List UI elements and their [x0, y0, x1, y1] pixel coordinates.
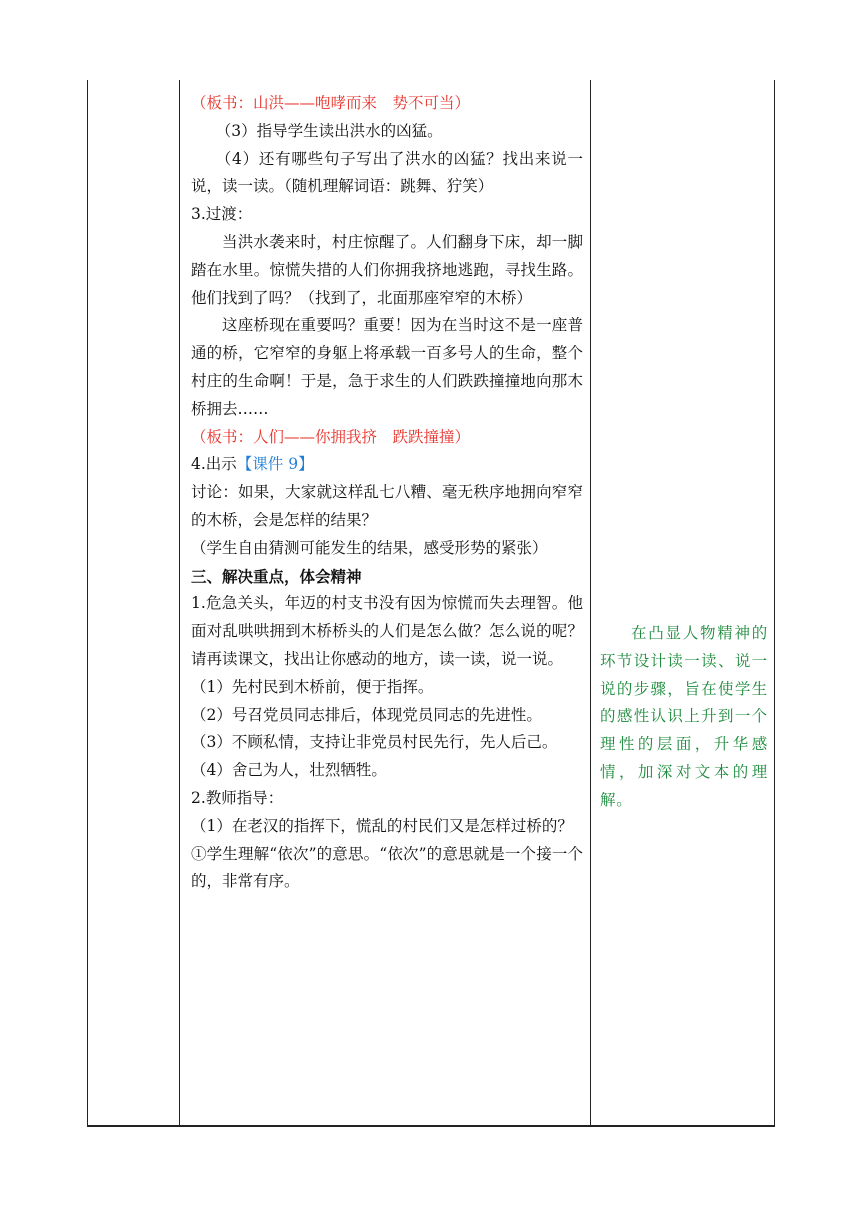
- step-3-line: （3）指导学生读出洪水的凶猛。: [215, 121, 443, 140]
- show-courseware-line: [191, 451, 583, 479]
- transition-paragraph-2: 这座桥现在重要吗？重要！因为在当时这不是一座普通的桥，它窄窄的身躯上将承载一百多号人的生命，整个村庄的生命啊！于是，急于求生的人们跌跌撞撞地向那木桥拥去……: [191, 316, 583, 418]
- courseware-link: 【课件 9】: [236, 455, 314, 474]
- point-3: （3）不顾私情，支持让非党员村民先行，先人后己。: [191, 733, 558, 752]
- table-border-left: [87, 80, 88, 1127]
- board-note-2: （板书：人们——你拥我挤 跌跌撞撞）: [191, 427, 471, 446]
- teacher-guidance-heading: 2.教师指导：: [191, 788, 284, 807]
- transition-paragraph-1: 当洪水袭来时，村庄惊醒了。人们翻身下床，却一脚踏在水里。惊慌失措的人们你拥我挤地逃跑，寻找生路。他们找到了吗？（找到了，北面那座窄窄的木桥）: [191, 232, 583, 307]
- crisis-paragraph: 1.危急关头，年迈的村支书没有因为惊慌而失去理智。他面对乱哄哄拥到木桥桥头的人们是怎么做？怎么说的呢？请再读课文，找出让你感动的地方，读一读，说一说。: [191, 594, 583, 668]
- table-divider-2: [590, 80, 591, 1127]
- board-note-1: （板书：山洪——咆哮而来 势不可当）: [191, 94, 471, 112]
- table-bottom-border: [87, 1125, 775, 1127]
- section-heading-3: 三、解决重点，体会精神: [191, 566, 362, 586]
- point-2: （2）号召党员同志排后，体现党员同志的先进性。: [191, 705, 542, 724]
- student-guess-line: （学生自由猜测可能发生的结果，感受形势的紧张）: [191, 538, 548, 557]
- show-label: 4.出示: [191, 455, 237, 474]
- point-1: （1）先村民到木桥前，便于指挥。: [191, 677, 434, 696]
- discussion-paragraph: 讨论：如果，大家就这样乱七八糟、毫无秩序地拥向窄窄的木桥，会是怎样的结果？: [191, 483, 583, 529]
- transition-heading: 3.过渡：: [191, 205, 253, 224]
- design-note-text: 在凸显人物精神的环节设计读一读、说一说的步骤，旨在使学生的感性认识上升到一个理性的层面，升华感情，加深对文本的理解。: [600, 624, 768, 809]
- table-divider-1: [179, 80, 180, 1127]
- step-4-line: （4）还有哪些句子写出了洪水的凶猛？找出来说一说，读一读。（随机理解词语：跳舞、狞笑）: [191, 149, 583, 196]
- guidance-question-1: （1）在老汉的指挥下，慌乱的村民们又是怎样过桥的？: [191, 816, 573, 835]
- guidance-answer-1: ①学生理解“依次”的意思。“依次”的意思就是一个接一个的，非常有序。: [191, 844, 583, 891]
- teaching-process-column: [191, 90, 583, 896]
- table-border-right: [774, 80, 775, 1127]
- design-note-column: [600, 620, 768, 815]
- point-4: （4）舍己为人，壮烈牺牲。: [191, 761, 387, 780]
